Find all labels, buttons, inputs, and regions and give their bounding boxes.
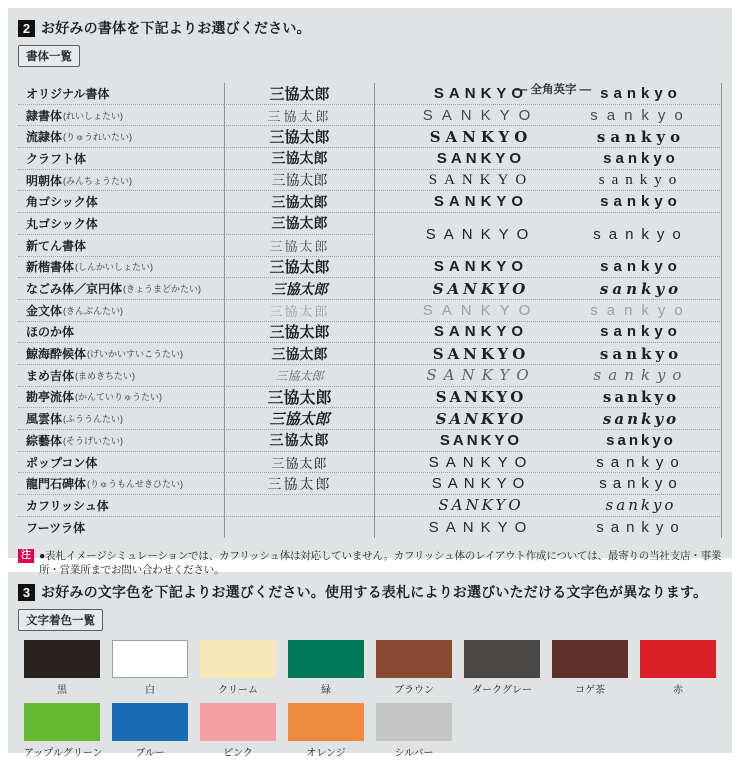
font-name-label: ほのか体	[26, 325, 75, 340]
color-label: ピンク	[223, 748, 253, 759]
font-sample-japanese: 三協太郎	[224, 235, 375, 257]
font-sample-english-upper: SANKYO	[435, 409, 527, 428]
font-row-name	[18, 170, 224, 192]
font-name-label: フーツラ体	[26, 521, 86, 536]
font-name-label: 綜藝体	[26, 433, 63, 448]
font-sample-english-upper: SANKYO	[431, 475, 531, 493]
font-row-name	[18, 148, 224, 170]
color-label: オレンジ	[306, 748, 346, 759]
font-sample-english	[375, 387, 722, 409]
font-sample-english	[375, 126, 722, 148]
color-label: 赤	[673, 685, 683, 696]
font-sample-english-lower: sankyo	[598, 171, 684, 188]
font-sample-english	[375, 495, 722, 517]
font-sample-english-lower: sankyo	[606, 431, 676, 449]
color-swatch	[464, 640, 540, 678]
font-sample-english	[375, 517, 722, 539]
font-name-label: なごみ体／京円体	[26, 282, 123, 297]
font-name-label: 新てん書体	[26, 238, 87, 253]
font-sample-japanese: 三協太郎	[224, 408, 375, 430]
color-label: コゲ茶	[575, 685, 605, 696]
font-sample-english-upper: SANKYO	[436, 149, 526, 167]
font-sample-english	[375, 473, 722, 495]
color-swatch	[112, 640, 188, 678]
font-sample-english	[375, 170, 722, 192]
font-sample-english	[375, 191, 722, 213]
font-sample-english-lower: sankyo	[590, 106, 692, 124]
font-sample-japanese	[224, 495, 375, 517]
color-option	[200, 640, 276, 696]
font-name-label: 丸ゴシック体	[26, 216, 98, 231]
font-sample-english-lower: sankyo	[605, 496, 677, 515]
color-label: ダークグレー	[472, 685, 532, 696]
color-label: シルバー	[394, 748, 434, 759]
font-sample-english-upper: SANKYO	[432, 344, 530, 363]
font-name-label: クラフト体	[26, 151, 87, 166]
font-name-reading: (そうげいたい)	[63, 435, 124, 446]
font-sample-japanese: 三協太郎	[224, 278, 375, 300]
font-name-reading: (かんていりゅうたい)	[75, 392, 163, 403]
font-sample-english-upper: SANKYO	[429, 127, 533, 146]
font-table	[18, 83, 722, 538]
font-row-name	[18, 235, 224, 257]
color-swatch	[640, 640, 716, 678]
color-label: クリーム	[218, 685, 258, 696]
font-sample-english-lower: sankyo	[593, 366, 689, 385]
font-sample-english-lower: sankyo	[602, 387, 680, 406]
font-row-name	[18, 365, 224, 387]
color-swatch	[552, 640, 628, 678]
font-row-name	[18, 517, 224, 539]
font-name-reading: (きんぶんたい)	[63, 305, 124, 316]
section-title: お好みの文字色を下記よりお選びください。使用する表札によりお選びいただける文字色が異なります。	[41, 584, 708, 600]
font-sample-english-upper: SANKYO	[433, 84, 529, 102]
font-sample-english-upper: SANKYO	[428, 519, 534, 537]
color-option	[288, 703, 364, 759]
section-header-colors	[18, 582, 722, 602]
color-swatch	[24, 703, 100, 741]
section-number-badge: 3	[18, 584, 35, 601]
font-name-label: 新楷書体	[26, 260, 75, 275]
font-list-label: 書体一覧	[18, 45, 80, 67]
section-title: お好みの書体を下記よりお選びください。	[41, 20, 311, 36]
font-row-name	[18, 473, 224, 495]
color-swatch	[200, 640, 276, 678]
font-sample-english-lower: sankyo	[602, 409, 680, 428]
fullwidth-english-header: — 全角英字 —	[515, 84, 592, 96]
font-name-reading: (げいかいすいこうたい)	[87, 349, 184, 360]
font-sample-english-upper: SANKYO	[438, 496, 524, 515]
font-sample-english-lower: sankyo	[596, 519, 686, 537]
color-selection-section	[8, 572, 732, 759]
font-name-label: 角ゴシック体	[26, 195, 98, 210]
color-option	[640, 640, 716, 696]
font-row-name	[18, 300, 224, 322]
font-sample-japanese: 三協太郎	[224, 126, 375, 148]
font-row-name	[18, 213, 224, 235]
font-name-label: 勘亭流体	[26, 390, 75, 405]
color-swatch	[376, 703, 452, 741]
note-badge: 注	[18, 549, 34, 563]
font-sample-japanese: 三協太郎	[224, 213, 375, 235]
font-sample-english	[375, 148, 722, 170]
color-swatch	[24, 640, 100, 678]
font-sample-english-upper: SANKYO	[425, 225, 537, 243]
font-sample-english-lower: sankyo	[593, 225, 689, 243]
font-name-reading: (りゅうれいたい)	[63, 132, 133, 143]
color-palette	[24, 640, 722, 759]
font-sample-english-upper: SANKYO	[428, 453, 534, 471]
note-text: ●表札イメージシミュレーションでは、カフリッシュ体は対応していません。カフリッシュ体のレイアウト作成については、最寄りの当社支店・事業所・営業所までお問い合わせください。	[39, 550, 722, 577]
font-row-name	[18, 452, 224, 474]
font-sample-english-upper: SANKYO	[433, 323, 529, 341]
font-sample-english-upper: SANKYO	[422, 106, 540, 124]
color-option	[24, 640, 100, 696]
font-name-label: 鯨海酔候体	[26, 347, 87, 362]
color-label: 黒	[57, 685, 67, 696]
font-sample-japanese: 三協太郎	[224, 105, 375, 127]
font-row-name	[18, 83, 224, 105]
color-option	[376, 703, 452, 759]
font-name-label: まめ吉体	[26, 368, 75, 383]
font-sample-english-upper: SANKYO	[422, 301, 540, 319]
font-sample-english-upper: SANKYO	[433, 258, 529, 276]
font-name-label: オリジナル書体	[26, 86, 110, 101]
font-sample-english-lower: sankyo	[590, 301, 692, 319]
font-name-reading: (みんちょうたい)	[63, 175, 133, 186]
font-sample-english-lower: sankyo	[600, 258, 682, 276]
color-swatch	[288, 640, 364, 678]
color-option	[112, 703, 188, 759]
font-sample-english-upper: SANKYO	[433, 193, 529, 211]
font-sample-english-lower: sankyo	[599, 279, 683, 298]
font-row-name	[18, 495, 224, 517]
font-name-reading: (まめきちたい)	[75, 370, 136, 381]
font-sample-english-lower: sankyo	[599, 344, 683, 363]
font-sample-english-lower: sankyo	[596, 453, 686, 471]
font-sample-english-upper: SANKYO	[432, 279, 530, 298]
color-option	[464, 640, 540, 696]
font-name-reading: (きょうまどかたい)	[123, 284, 202, 295]
font-sample-english-lower: sankyo	[599, 475, 683, 493]
color-swatch	[376, 640, 452, 678]
font-sample-japanese: 三協太郎	[224, 170, 375, 192]
font-row-name	[18, 126, 224, 148]
font-sample-english	[375, 300, 722, 322]
font-sample-english-upper: SANKYO	[428, 171, 534, 188]
font-row-name	[18, 257, 224, 279]
font-name-label: 明朝体	[26, 173, 63, 188]
font-sample-english-lower: sankyo	[600, 323, 682, 341]
font-sample-english	[375, 408, 722, 430]
font-sample-english	[375, 213, 722, 256]
color-label: 白	[145, 685, 155, 696]
font-sample-english	[375, 430, 722, 452]
font-sample-english-lower: sankyo	[596, 127, 686, 146]
font-row-name	[18, 430, 224, 452]
font-sample-japanese: 三協太郎	[224, 452, 375, 474]
color-label: 緑	[321, 685, 331, 696]
font-name-reading: (ふううんたい)	[63, 414, 124, 425]
font-sample-japanese: 三協太郎	[224, 430, 375, 452]
color-option	[552, 640, 628, 696]
font-name-label: 龍門石碑体	[26, 477, 87, 492]
font-sample-english	[375, 365, 722, 387]
font-sample-japanese: 三協太郎	[224, 473, 375, 495]
font-sample-english	[375, 452, 722, 474]
font-row-name	[18, 278, 224, 300]
footnote	[18, 549, 722, 577]
section-number-badge: 2	[18, 20, 35, 37]
font-sample-english	[375, 343, 722, 365]
font-sample-english-upper: SANKYO	[435, 387, 527, 406]
font-name-label: ポップコン体	[26, 455, 98, 470]
font-name-reading: (りゅうもんせきひたい)	[87, 479, 184, 490]
font-sample-english	[375, 278, 722, 300]
color-swatch	[200, 703, 276, 741]
font-sample-english-lower: sankyo	[600, 193, 682, 211]
font-row-name	[18, 408, 224, 430]
color-label: ブルー	[135, 748, 165, 759]
font-sample-english	[375, 105, 722, 127]
color-list-label: 文字着色一覧	[18, 609, 103, 631]
font-sample-english-lower: sankyo	[603, 149, 679, 167]
font-name-label: カフリッシュ体	[26, 498, 109, 513]
font-sample-japanese: 三協太郎	[224, 257, 375, 279]
font-sample-english-upper: SANKYO	[439, 431, 523, 449]
font-sample-japanese: 三協太郎	[224, 343, 375, 365]
font-sample-japanese: 三協太郎	[224, 365, 375, 387]
font-row-name	[18, 105, 224, 127]
font-sample-english	[375, 322, 722, 344]
section-header-fonts	[18, 18, 722, 38]
font-sample-english-upper: SANKYO	[426, 366, 536, 385]
font-sample-japanese: 三協太郎	[224, 322, 375, 344]
color-option	[24, 703, 103, 759]
font-sample-japanese: 三協太郎	[224, 148, 375, 170]
font-row-name	[18, 343, 224, 365]
font-row-name	[18, 387, 224, 409]
font-sample-japanese: 三協太郎	[224, 300, 375, 322]
font-name-label: 隷書体	[26, 108, 63, 123]
color-label: ブラウン	[394, 685, 434, 696]
font-selection-section	[8, 8, 732, 577]
font-name-label: 金文体	[26, 303, 63, 318]
font-name-label: 風雲体	[26, 412, 63, 427]
font-table-area	[18, 83, 722, 538]
font-row-name	[18, 191, 224, 213]
color-option	[288, 640, 364, 696]
font-sample-japanese	[224, 517, 375, 539]
color-option	[200, 703, 276, 759]
font-sample-japanese: 三協太郎	[224, 191, 375, 213]
color-option	[112, 640, 188, 696]
font-sample-japanese: 三協太郎	[224, 387, 375, 409]
font-sample-english	[375, 257, 722, 279]
color-option	[376, 640, 452, 696]
font-name-reading: (しんかいしょたい)	[75, 262, 154, 273]
font-sample-japanese: 三協太郎	[224, 83, 375, 105]
font-name-reading: (れいしょたい)	[63, 110, 124, 121]
font-sample-english-lower: sankyo	[600, 84, 682, 102]
font-name-label: 流隷体	[26, 130, 63, 145]
color-swatch	[112, 703, 188, 741]
color-swatch	[288, 703, 364, 741]
color-label: アップルグリーン	[24, 748, 103, 759]
font-row-name	[18, 322, 224, 344]
